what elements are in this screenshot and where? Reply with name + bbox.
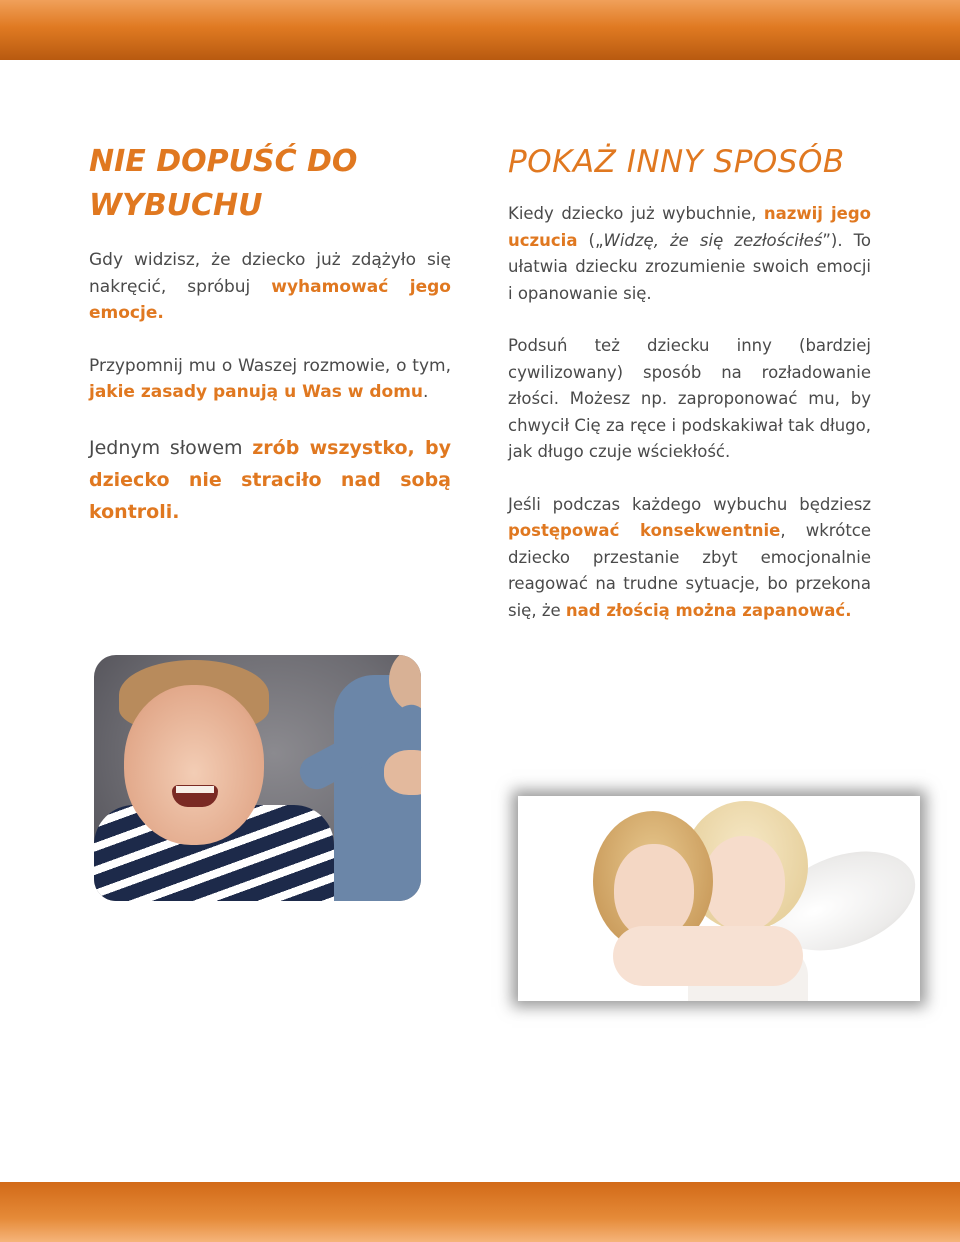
right-heading: POKAŻ INNY SPOSÓB <box>508 144 845 180</box>
photo-shape <box>703 836 785 931</box>
hugging-children-photo <box>518 796 920 1001</box>
left-column <box>89 140 451 528</box>
highlight-text: wyhamować jego emocje. <box>89 276 451 323</box>
text-run: , wkrótce dziecko przestanie zbyt emocjonalnie reagować na trudne sytuacje, bo przekona się, że <box>508 521 872 620</box>
highlight-text: jakie zasady panują u Was w domu <box>89 382 424 402</box>
text-run: Kiedy dziecko już wybuchnie, <box>508 204 764 223</box>
right-paragraph-2 <box>508 333 871 466</box>
italic-quote: Widzę, że się zezłościłeś <box>603 230 823 250</box>
highlight-text: zrób wszystko, by dziecko nie straciło nad sobą kontroli. <box>89 436 451 523</box>
bottom-decorative-band <box>0 1182 960 1242</box>
right-column <box>508 140 871 624</box>
left-paragraph-2 <box>89 353 451 406</box>
right-paragraph-1 <box>508 201 871 307</box>
text-run: Jeśli podczas każdego wybuchu będziesz <box>508 494 871 514</box>
text-run: Jednym słowem <box>89 436 253 459</box>
left-paragraph-3 <box>89 432 451 528</box>
highlight-text: nazwij jego uczucia <box>508 204 871 250</box>
text-run: Przypomnij mu o Waszej rozmowie, o tym, <box>89 355 451 376</box>
text-run: („ <box>577 230 604 250</box>
top-decorative-band <box>0 0 960 60</box>
text-run: Podsuń też dziecku inny (bardziej cywilizowany) sposób na rozładowanie złości. Możesz np. zaproponować mu, by chwycił Cię za ręce i podskakiwał tak długo, jak długo czuje wściekłość. <box>508 336 871 461</box>
text-run: . <box>423 382 429 402</box>
highlight-text: postępować konsekwentnie <box>508 521 781 540</box>
photo-shape <box>384 750 421 795</box>
photo-shape <box>613 926 803 986</box>
highlight-text: nad złością można zapanować. <box>565 600 852 620</box>
left-paragraph-1 <box>89 247 451 327</box>
text-run: Gdy widzisz, że dziecko już zdążyło się nakręcić, spróbuj <box>89 250 451 297</box>
left-heading: NIE DOPUŚĆ DO WYBUCHU <box>89 144 358 223</box>
angry-boy-photo <box>94 655 421 901</box>
text-run: ”). To ułatwia dziecku zrozumienie swoich emocji i opanowanie się. <box>508 230 871 303</box>
photo-shape <box>124 685 264 845</box>
photo-shape <box>176 786 214 793</box>
right-paragraph-3 <box>508 492 871 625</box>
photo-shape <box>614 844 694 939</box>
